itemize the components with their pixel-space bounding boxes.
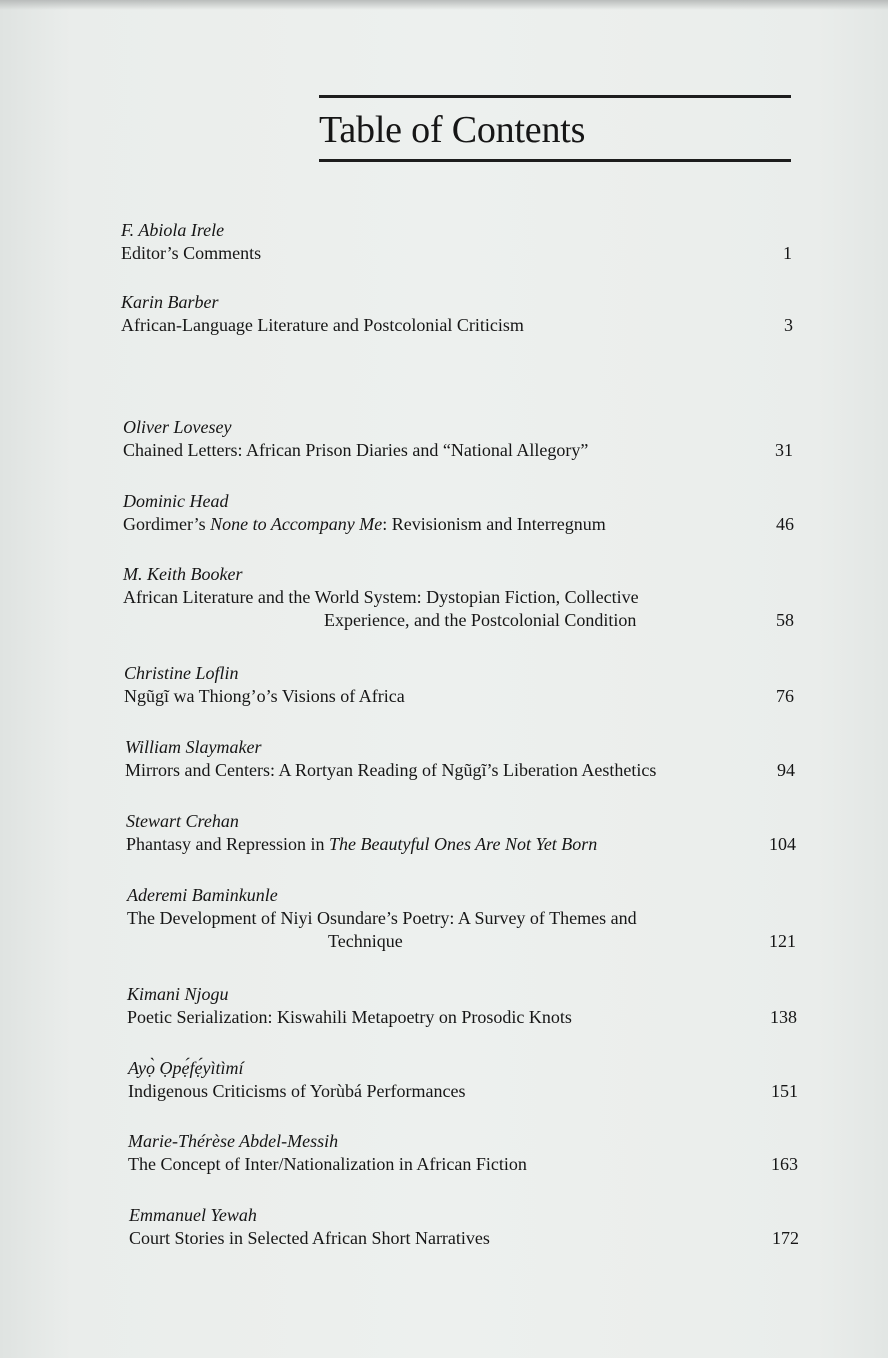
entry-page-number: 58	[776, 610, 794, 630]
entry-title-line	[125, 759, 795, 782]
toc-entry	[121, 291, 793, 337]
entry-title-line	[128, 1080, 798, 1103]
entry-author: Oliver Lovesey	[123, 417, 232, 437]
entry-title	[126, 834, 597, 854]
entry-title-italic: The Beautyful Ones Are Not Yet Born	[328, 834, 598, 854]
entry-author: Karin Barber	[121, 292, 219, 312]
toc-entry	[126, 810, 796, 856]
entry-author: M. Keith Booker	[123, 564, 243, 584]
entry-title-line	[124, 685, 794, 708]
entry-title-line	[126, 833, 796, 856]
entry-title-italic: None to Accompany Me	[210, 514, 383, 534]
entry-title: African-Language Literature and Postcolonial Criticism	[121, 315, 524, 335]
toc-entry	[123, 563, 794, 632]
entry-title-line	[127, 1006, 797, 1029]
entry-page-number: 172	[772, 1228, 799, 1248]
toc-header	[319, 95, 791, 162]
entry-title	[123, 514, 606, 534]
entry-title-line	[123, 586, 794, 609]
toc-entry	[124, 662, 794, 708]
entry-title: African Literature and the World System: Dystopian Fiction, Collective	[123, 587, 639, 607]
entry-title: Court Stories in Selected African Short Narratives	[129, 1228, 490, 1248]
entry-author: Stewart Crehan	[126, 811, 239, 831]
entry-title: Mirrors and Centers: A Rortyan Reading of Ngũgĩ’s Liberation Aesthetics	[125, 760, 657, 780]
entry-author: William Slaymaker	[125, 737, 262, 757]
entry-page-number: 94	[777, 760, 795, 780]
toc-entry	[129, 1204, 799, 1250]
entry-page-number: 3	[784, 315, 793, 335]
entry-page-number: 1	[783, 243, 792, 263]
entry-title: Ngũgĩ wa Thiong’o’s Visions of Africa	[124, 686, 405, 706]
entry-title: The Concept of Inter/Nationalization in African Fiction	[128, 1154, 527, 1174]
entry-title-continuation: Technique	[328, 931, 403, 951]
entry-author: Kimani Njogu	[127, 984, 229, 1004]
entry-title-line	[121, 242, 792, 265]
entry-author: Marie-Thérèse Abdel-Messih	[128, 1131, 339, 1151]
toc-entry	[127, 884, 796, 953]
entry-title-continuation-line	[123, 609, 794, 632]
entry-title-part: Phantasy and Repression in	[126, 834, 329, 854]
entry-title-part: Gordimer’s	[123, 514, 211, 534]
entry-title-line	[128, 1153, 798, 1176]
entry-title-line	[123, 439, 793, 462]
entry-title-line	[121, 314, 793, 337]
entry-title-line	[129, 1227, 799, 1250]
entry-title: The Development of Niyi Osundare’s Poetry: A Survey of Themes and	[127, 908, 637, 928]
page-edge-shadow	[0, 0, 888, 10]
entry-title-part: : Revisionism and Interregnum	[382, 514, 606, 534]
entry-author: Christine Loflin	[124, 663, 239, 683]
toc-entry	[128, 1130, 798, 1176]
entry-author: Aderemi Baminkunle	[127, 885, 278, 905]
entry-page-number: 104	[769, 834, 796, 854]
entry-author: Ayọ̀ Ọpẹ́fẹ́yìtìmí	[128, 1058, 244, 1078]
entry-title: Chained Letters: African Prison Diaries and “National Allegory”	[123, 440, 589, 460]
page-title: Table of Contents	[319, 109, 586, 151]
toc-entry	[125, 736, 795, 782]
entry-page-number: 76	[776, 686, 794, 706]
toc-entry	[123, 490, 794, 536]
entry-title: Indigenous Criticisms of Yorùbá Performances	[128, 1081, 466, 1101]
entry-title-line	[123, 513, 794, 536]
entry-title-line	[127, 907, 796, 930]
toc-entry	[128, 1057, 798, 1103]
entry-author: Emmanuel Yewah	[129, 1205, 257, 1225]
header-rule-bottom	[319, 159, 791, 162]
toc-entry	[121, 219, 792, 265]
entry-page-number: 46	[776, 514, 794, 534]
entry-page-number: 151	[771, 1081, 798, 1101]
toc-entry	[123, 416, 793, 462]
entry-page-number: 163	[771, 1154, 798, 1174]
entry-title: Editor’s Comments	[121, 243, 262, 263]
entry-page-number: 138	[770, 1007, 797, 1027]
entry-author: F. Abiola Irele	[121, 220, 225, 240]
entry-page-number: 31	[775, 440, 793, 460]
entry-page-number: 121	[769, 931, 796, 951]
entry-title: Poetic Serialization: Kiswahili Metapoetry on Prosodic Knots	[127, 1007, 572, 1027]
entry-author: Dominic Head	[123, 491, 229, 511]
toc-entry	[127, 983, 797, 1029]
entry-title-continuation: Experience, and the Postcolonial Condition	[324, 610, 637, 630]
entry-title-continuation-line	[127, 930, 796, 953]
